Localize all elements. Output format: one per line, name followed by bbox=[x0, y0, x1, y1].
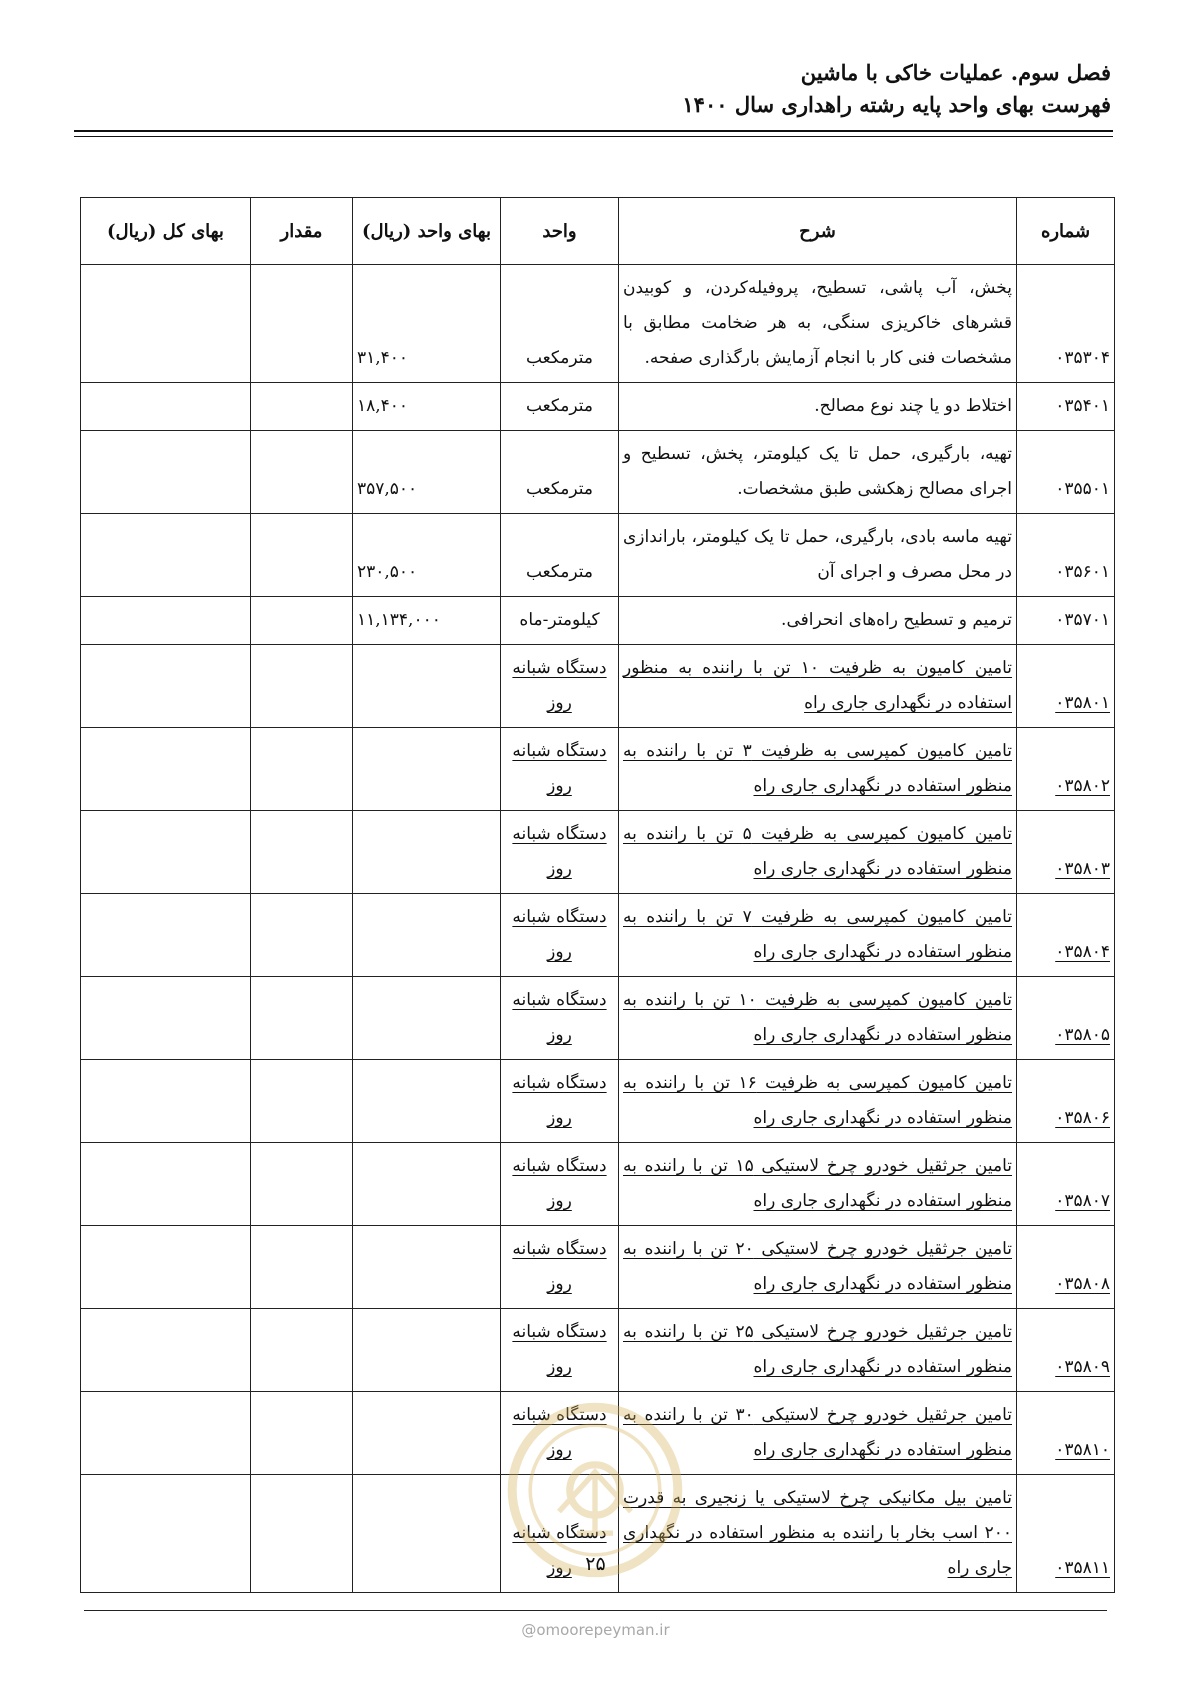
row-unit-price bbox=[353, 728, 501, 811]
row-unit-price bbox=[353, 1143, 501, 1226]
row-unit: دستگاه شبانه روز bbox=[501, 1475, 619, 1593]
row-unit: دستگاه شبانه روز bbox=[501, 1309, 619, 1392]
row-description: تهیه ماسه بادی، بارگیری، حمل تا یک کیلومتر، باراندازی در محل مصرف و اجرای آن bbox=[619, 514, 1017, 597]
row-unit-price: ۲۳۰,۵۰۰ bbox=[353, 514, 501, 597]
header-description: شرح bbox=[619, 198, 1017, 265]
row-unit-price: ۱۸,۴۰۰ bbox=[353, 383, 501, 431]
row-quantity bbox=[251, 1392, 353, 1475]
row-total-price bbox=[81, 894, 251, 977]
header-rule-thick bbox=[74, 130, 1113, 132]
row-unit-price: ۱۱,۱۳۴,۰۰۰ bbox=[353, 597, 501, 645]
row-unit-price bbox=[353, 977, 501, 1060]
row-code: ۰۳۵۶۰۱ bbox=[1017, 514, 1115, 597]
row-quantity bbox=[251, 265, 353, 383]
row-code: ۰۳۵۸۰۲ bbox=[1017, 728, 1115, 811]
row-description: ترمیم و تسطیح راه‌های انحرافی. bbox=[619, 597, 1017, 645]
row-total-price bbox=[81, 811, 251, 894]
row-unit: دستگاه شبانه روز bbox=[501, 728, 619, 811]
row-unit-price bbox=[353, 1392, 501, 1475]
header-rule-thin bbox=[74, 136, 1113, 137]
row-description: تامین کامیون کمپرسی به ظرفیت ۱۰ تن با راننده به منظور استفاده در نگهداری جاری راه bbox=[619, 977, 1017, 1060]
row-code: ۰۳۵۸۰۱ bbox=[1017, 645, 1115, 728]
row-description: اختلاط دو یا چند نوع مصالح. bbox=[619, 383, 1017, 431]
header-code: شماره bbox=[1017, 198, 1115, 265]
header-total-price: بهای کل (ریال) bbox=[81, 198, 251, 265]
row-description: تامین جرثقیل خودرو چرخ لاستیکی ۱۵ تن با راننده به منظور استفاده در نگهداری جاری راه bbox=[619, 1143, 1017, 1226]
row-unit: مترمکعب bbox=[501, 383, 619, 431]
row-code: ۰۳۵۸۰۵ bbox=[1017, 977, 1115, 1060]
row-quantity bbox=[251, 977, 353, 1060]
table-row bbox=[81, 1392, 1115, 1475]
table-row bbox=[81, 431, 1115, 514]
row-quantity bbox=[251, 1143, 353, 1226]
row-code: ۰۳۵۳۰۴ bbox=[1017, 265, 1115, 383]
row-unit: دستگاه شبانه روز bbox=[501, 894, 619, 977]
table-row bbox=[81, 597, 1115, 645]
row-quantity bbox=[251, 645, 353, 728]
row-unit-price bbox=[353, 1309, 501, 1392]
row-total-price bbox=[81, 265, 251, 383]
row-quantity bbox=[251, 728, 353, 811]
table-row bbox=[81, 1309, 1115, 1392]
row-code: ۰۳۵۸۰۳ bbox=[1017, 811, 1115, 894]
row-code: ۰۳۵۷۰۱ bbox=[1017, 597, 1115, 645]
row-unit: دستگاه شبانه روز bbox=[501, 1060, 619, 1143]
row-description: پخش، آب پاشی، تسطیح، پروفیله‌کردن، و کوبیدن قشرهای خاکریزی سنگی، به هر ضخامت مطابق با مشخصات فنی کار با انجام آزمایش بارگذاری صفحه. bbox=[619, 265, 1017, 383]
row-code: ۰۳۵۵۰۱ bbox=[1017, 431, 1115, 514]
row-total-price bbox=[81, 1143, 251, 1226]
row-description: تامین بیل مکانیکی چرخ لاستیکی یا زنجیری به قدرت ۲۰۰ اسب بخار با راننده به منظور استفاده در نگهداری جاری راه bbox=[619, 1475, 1017, 1593]
row-code: ۰۳۵۸۱۱ bbox=[1017, 1475, 1115, 1593]
row-unit-price bbox=[353, 645, 501, 728]
row-code: ۰۳۵۸۱۰ bbox=[1017, 1392, 1115, 1475]
table-header-row bbox=[81, 198, 1115, 265]
table-row bbox=[81, 514, 1115, 597]
row-description: تهیه، بارگیری، حمل تا یک کیلومتر، پخش، تسطیح و اجرای مصالح زهکشی طبق مشخصات. bbox=[619, 431, 1017, 514]
header-unit: واحد bbox=[501, 198, 619, 265]
table-row bbox=[81, 1060, 1115, 1143]
header-quantity: مقدار bbox=[251, 198, 353, 265]
row-quantity bbox=[251, 431, 353, 514]
table-row bbox=[81, 1143, 1115, 1226]
row-unit-price bbox=[353, 1060, 501, 1143]
row-code: ۰۳۵۸۰۹ bbox=[1017, 1309, 1115, 1392]
row-description: تامین کامیون به ظرفیت ۱۰ تن با راننده به منظور استفاده در نگهداری جاری راه bbox=[619, 645, 1017, 728]
table-row bbox=[81, 645, 1115, 728]
row-total-price bbox=[81, 1226, 251, 1309]
source-url: @omoorepeyman.ir bbox=[521, 1621, 670, 1639]
row-description: تامین کامیون کمپرسی به ظرفیت ۵ تن با راننده به منظور استفاده در نگهداری جاری راه bbox=[619, 811, 1017, 894]
table-row bbox=[81, 811, 1115, 894]
row-unit: مترمکعب bbox=[501, 265, 619, 383]
row-unit-price: ۳۱,۴۰۰ bbox=[353, 265, 501, 383]
row-quantity bbox=[251, 383, 353, 431]
row-unit: دستگاه شبانه روز bbox=[501, 1143, 619, 1226]
document-subtitle: فهرست بهای واحد پایه رشته راهداری سال ۱۴۰۰ bbox=[682, 92, 1111, 117]
row-code: ۰۳۵۸۰۷ bbox=[1017, 1143, 1115, 1226]
row-unit: مترمکعب bbox=[501, 431, 619, 514]
table-row bbox=[81, 383, 1115, 431]
row-description: تامین جرثقیل خودرو چرخ لاستیکی ۲۰ تن با راننده به منظور استفاده در نگهداری جاری راه bbox=[619, 1226, 1017, 1309]
table-body bbox=[81, 265, 1115, 1593]
row-description: تامین جرثقیل خودرو چرخ لاستیکی ۲۵ تن با راننده به منظور استفاده در نگهداری جاری راه bbox=[619, 1309, 1017, 1392]
row-unit-price bbox=[353, 894, 501, 977]
row-code: ۰۳۵۸۰۶ bbox=[1017, 1060, 1115, 1143]
row-description: تامین کامیون کمپرسی به ظرفیت ۱۶ تن با راننده به منظور استفاده در نگهداری جاری راه bbox=[619, 1060, 1017, 1143]
row-quantity bbox=[251, 894, 353, 977]
row-quantity bbox=[251, 1060, 353, 1143]
row-quantity bbox=[251, 1309, 353, 1392]
row-code: ۰۳۵۸۰۴ bbox=[1017, 894, 1115, 977]
row-unit-price bbox=[353, 1226, 501, 1309]
chapter-title: فصل سوم. عملیات خاکی با ماشین bbox=[800, 60, 1111, 85]
row-total-price bbox=[81, 431, 251, 514]
row-code: ۰۳۵۴۰۱ bbox=[1017, 383, 1115, 431]
row-total-price bbox=[81, 728, 251, 811]
row-unit-price bbox=[353, 811, 501, 894]
table-row bbox=[81, 728, 1115, 811]
table-row bbox=[81, 1226, 1115, 1309]
row-total-price bbox=[81, 1309, 251, 1392]
row-unit: دستگاه شبانه روز bbox=[501, 645, 619, 728]
table-row bbox=[81, 265, 1115, 383]
row-description: تامین کامیون کمپرسی به ظرفیت ۳ تن با راننده به منظور استفاده در نگهداری جاری راه bbox=[619, 728, 1017, 811]
table-row bbox=[81, 977, 1115, 1060]
row-total-price bbox=[81, 645, 251, 728]
row-total-price bbox=[81, 1392, 251, 1475]
row-total-price bbox=[81, 383, 251, 431]
row-total-price bbox=[81, 514, 251, 597]
row-total-price bbox=[81, 977, 251, 1060]
row-quantity bbox=[251, 597, 353, 645]
row-total-price bbox=[81, 1060, 251, 1143]
footer-rule bbox=[84, 1610, 1107, 1611]
price-list-table bbox=[80, 197, 1115, 1593]
row-unit: دستگاه شبانه روز bbox=[501, 977, 619, 1060]
row-unit-price: ۳۵۷,۵۰۰ bbox=[353, 431, 501, 514]
row-quantity bbox=[251, 514, 353, 597]
page-number: ۲۵ bbox=[585, 1553, 606, 1575]
table-row bbox=[81, 894, 1115, 977]
row-quantity bbox=[251, 811, 353, 894]
row-unit: کیلومتر-ماه bbox=[501, 597, 619, 645]
row-total-price bbox=[81, 597, 251, 645]
header-unit-price: بهای واحد (ریال) bbox=[353, 198, 501, 265]
row-unit: دستگاه شبانه روز bbox=[501, 1226, 619, 1309]
row-quantity bbox=[251, 1226, 353, 1309]
page-header bbox=[76, 58, 1111, 122]
row-unit: مترمکعب bbox=[501, 514, 619, 597]
row-description: تامین کامیون کمپرسی به ظرفیت ۷ تن با راننده به منظور استفاده در نگهداری جاری راه bbox=[619, 894, 1017, 977]
row-code: ۰۳۵۸۰۸ bbox=[1017, 1226, 1115, 1309]
row-description: تامین جرثقیل خودرو چرخ لاستیکی ۳۰ تن با راننده به منظور استفاده در نگهداری جاری راه bbox=[619, 1392, 1017, 1475]
row-unit: دستگاه شبانه روز bbox=[501, 811, 619, 894]
row-unit: دستگاه شبانه روز bbox=[501, 1392, 619, 1475]
